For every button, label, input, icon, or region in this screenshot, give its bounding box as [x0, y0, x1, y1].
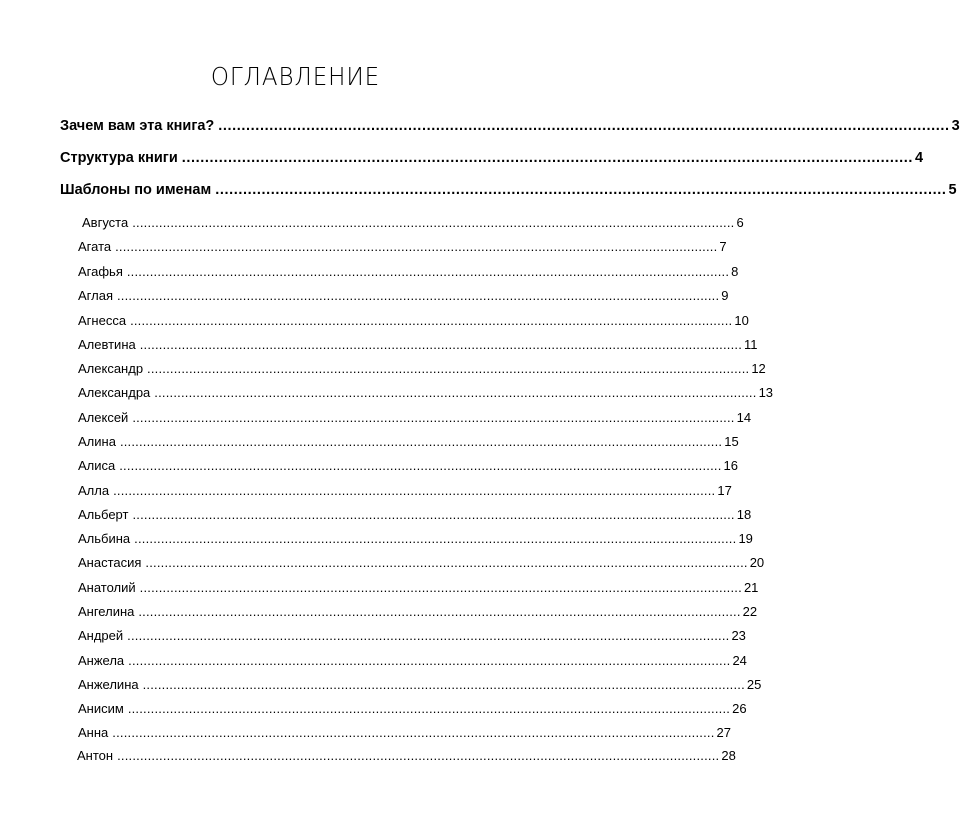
dot-leader: .............................................................................................................................................................. [139, 337, 743, 352]
toc-entry-label: Анастасия [78, 555, 142, 570]
toc-page-number: 9 [721, 288, 729, 303]
dot-leader: .............................................................................................................................................................. [116, 288, 720, 303]
toc-entry-label: Зачем вам эта книга? [60, 118, 215, 134]
toc-entry-label: Алла [78, 483, 110, 498]
toc-entry-label: Шаблоны по именам [60, 182, 212, 198]
dot-leader: .............................................................................................................................................................. [119, 434, 723, 449]
toc-entry[interactable] [78, 483, 732, 503]
toc-entry-label: Альбина [78, 531, 131, 546]
toc-entry[interactable] [78, 555, 765, 575]
toc-entry-label: Анатолий [78, 580, 136, 595]
toc-entry-label: Алиса [78, 458, 116, 473]
toc-entry-major[interactable] [60, 150, 924, 170]
toc-page-number: 21 [743, 580, 759, 595]
toc-page-number: 15 [724, 434, 739, 449]
toc-page-number: 5 [948, 182, 957, 198]
toc-page-number: 7 [719, 239, 727, 254]
dot-leader: .............................................................................................................................................................. [145, 555, 748, 570]
dot-leader: .............................................................................................................................................................. [126, 264, 730, 279]
toc-page-number: 23 [731, 628, 746, 643]
toc-entry-label: Алевтина [78, 337, 136, 352]
toc-page-number: 16 [723, 458, 738, 473]
toc-entry-label: Александра [78, 385, 151, 400]
dot-leader: .............................................................................................................................................................. [128, 653, 731, 668]
toc-entry[interactable] [78, 458, 738, 478]
toc-page-number: 27 [716, 725, 732, 740]
dot-leader: .............................................................................................................................................................. [147, 361, 750, 376]
toc-page-number: 28 [721, 748, 736, 763]
toc-entry-major[interactable] [60, 182, 957, 202]
toc-entry[interactable] [78, 604, 758, 624]
toc-page-number: 19 [738, 531, 753, 546]
toc-page-number: 13 [758, 385, 774, 400]
toc-page-number: 10 [734, 313, 749, 328]
dot-leader: .............................................................................................................................................................. [215, 182, 947, 198]
dot-leader: .............................................................................................................................................................. [142, 677, 745, 692]
toc-entry-label: Структура книги [60, 150, 178, 166]
toc-entry[interactable] [78, 410, 752, 430]
toc-entry-label: Ангелина [78, 604, 135, 619]
page-title: ОГЛАВЛЕНИЕ [210, 62, 381, 91]
toc-entry[interactable] [82, 215, 744, 235]
toc-page-number: 8 [731, 264, 739, 279]
toc-entry-label: Августа [82, 215, 129, 230]
toc-page-number: 24 [732, 653, 747, 668]
toc-entry-label: Анна [78, 725, 109, 740]
toc-entry[interactable] [78, 531, 753, 551]
dot-leader: .............................................................................................................................................................. [127, 701, 731, 716]
toc-page-number: 26 [732, 701, 747, 716]
toc-entry[interactable] [78, 361, 766, 381]
toc-entry-label: Агафья [78, 264, 123, 279]
toc-entry[interactable] [78, 264, 739, 284]
toc-entry[interactable] [78, 288, 729, 308]
toc-entry[interactable] [78, 434, 739, 454]
toc-entry[interactable] [78, 677, 762, 697]
toc-entry-label: Альберт [78, 507, 129, 522]
toc-entry[interactable] [78, 580, 759, 600]
toc-page-number: 6 [736, 215, 744, 230]
toc-page-number: 3 [951, 118, 960, 134]
dot-leader: .............................................................................................................................................................. [134, 531, 737, 546]
toc-page-number: 17 [717, 483, 732, 498]
toc-entry-label: Андрей [78, 628, 124, 643]
dot-leader: .............................................................................................................................................................. [119, 458, 722, 473]
dot-leader: .............................................................................................................................................................. [112, 725, 715, 740]
dot-leader: .............................................................................................................................................................. [115, 239, 718, 254]
dot-leader: .............................................................................................................................................................. [154, 385, 757, 400]
dot-leader: .............................................................................................................................................................. [132, 215, 735, 230]
toc-entry[interactable] [78, 653, 747, 673]
dot-leader: .............................................................................................................................................................. [132, 507, 735, 522]
toc-entry-label: Агата [78, 239, 112, 254]
toc-entry-label: Антон [77, 748, 114, 763]
dot-leader: .............................................................................................................................................................. [138, 604, 741, 619]
toc-entry-label: Анисим [78, 701, 124, 716]
dot-leader: .............................................................................................................................................................. [127, 628, 730, 643]
toc-page-number: 18 [736, 507, 752, 522]
toc-entry[interactable] [78, 313, 749, 333]
dot-leader: .............................................................................................................................................................. [117, 748, 720, 763]
toc-page-number: 4 [915, 150, 924, 166]
dot-leader: .............................................................................................................................................................. [113, 483, 716, 498]
dot-leader: .............................................................................................................................................................. [132, 410, 735, 425]
toc-page-number: 22 [742, 604, 758, 619]
toc-page-number: 14 [736, 410, 752, 425]
toc-page-number: 25 [746, 677, 762, 692]
dot-leader: .............................................................................................................................................................. [181, 150, 914, 166]
toc-entry-major[interactable] [60, 118, 960, 138]
toc-entry-label: Александр [78, 361, 144, 376]
toc-page-number: 11 [744, 337, 758, 352]
toc-entry[interactable] [77, 748, 736, 768]
toc-entry[interactable] [78, 385, 774, 405]
toc-entry[interactable] [78, 701, 747, 721]
toc-entry[interactable] [78, 507, 752, 527]
toc-entry-label: Алина [78, 434, 116, 449]
toc-entry-label: Агнесса [78, 313, 127, 328]
dot-leader: .............................................................................................................................................................. [139, 580, 742, 595]
toc-page-number: 12 [751, 361, 766, 376]
toc-entry-label: Анжела [78, 653, 125, 668]
toc-entry-label: Алексей [78, 410, 129, 425]
dot-leader: .............................................................................................................................................................. [218, 118, 950, 134]
toc-entry[interactable] [78, 725, 732, 745]
toc-entry-label: Анжелина [78, 677, 139, 692]
toc-entry[interactable] [78, 628, 746, 648]
toc-page-number: 20 [749, 555, 765, 570]
dot-leader: .............................................................................................................................................................. [130, 313, 733, 328]
toc-entry[interactable] [78, 239, 727, 259]
toc-entry-label: Аглая [78, 288, 113, 303]
toc-entry[interactable] [78, 337, 758, 357]
